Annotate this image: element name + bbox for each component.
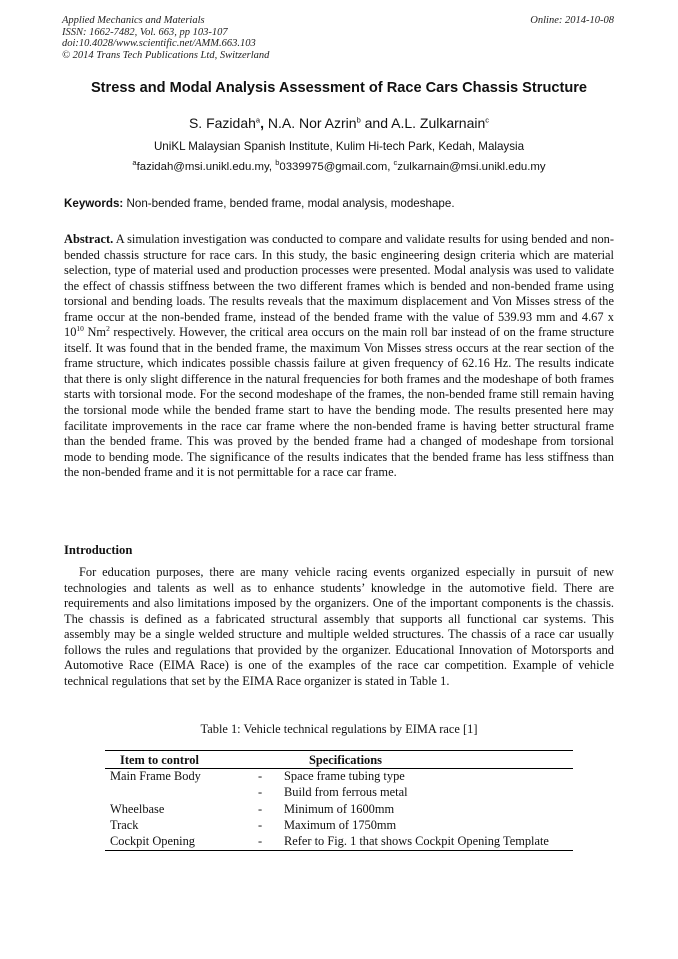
table-cell-item: Wheelbase [110, 801, 165, 816]
email-3[interactable]: zulkarnain@msi.unikl.edu.my [397, 161, 546, 173]
table-cell-dash: - [258, 834, 284, 851]
doi-line[interactable]: doi:10.4028/www.scientific.net/AMM.663.103 [62, 38, 256, 50]
table-cell-item [105, 785, 258, 801]
author-1: S. Fazidah [188, 115, 256, 131]
abstract-text-2: Nm [83, 325, 107, 340]
author-3-sup: c [485, 115, 490, 125]
abstract-label: Abstract. [64, 232, 114, 246]
email-3-sup: c [393, 158, 398, 168]
abstract-text-3: respectively. However, the critical area occurs on the main roll bar instead of on the frame structure itself. It was found that in the bended frame, the maximum Von Misses stress occurs at the rear section of the frame structure, which indicates possible chassis failure at given frequency of 62.16 Hz. The results indicate that there is only slight difference in the natural frequencies for both frames and the modeshape of both frames starts with torsional mode. For the second modeshape of the frames, the non-bended frame still remain having the torsional mode while the bended frame start to have the bending mode. The results presented here may facilitate improvements in the race car frame where the non-bended frame is having better structural frame than the bended frame. This was proved by the bended frame had a changed of modeshape from torsional mode to bending mode. The significance of the results indicates that the bended frame has less stiffness than the non-bended frame and it is not permittable for a race car frame. [64, 325, 615, 480]
table-row [105, 834, 573, 851]
table-row [105, 785, 573, 801]
keywords-text: Non-bended frame, bended frame, modal analysis, modeshape. [126, 197, 455, 210]
email-list: $^a$fazidah@msi.unikl.edu.my, $^b$0339975@gmail.com, $^c$zulkarnain@msi.unikl.edu.my [132, 158, 546, 173]
table-cell-item: Cockpit Opening [105, 834, 258, 851]
author-joiner: and [360, 115, 392, 131]
table-row [105, 769, 573, 786]
table-cell-item: Main Frame Body [110, 769, 201, 783]
author-1-sup: a [255, 115, 261, 125]
abstract-exp-2: 2 [106, 324, 110, 334]
issn-line: ISSN: 1662-7482, Vol. 663, pp 103-107 [62, 26, 228, 38]
abstract-text-1: A simulation investigation was conducted to compare and validate results for using bended and non-bended chassis structure for race cars. In this study, the basic engineering design criteria which are material selection, type of material used and production processes were presented. Modal analysis was used to validate the effect of chassis stiffness between the two different frames which is bended and non-bended frame using torsional and bending loads. The results reveals that the maximum displacement and Von Misses stress of the frame occur at the non-bended frame, instead of the bended frame with the value of 539.93 mm and 4.67 x 10 [64, 232, 614, 340]
paper-title: Stress and Modal Analysis Assessment of Race Cars Chassis Structure [90, 80, 588, 96]
author-2: N.A. Nor Azrin [267, 115, 357, 131]
introduction-heading: Introduction [64, 543, 133, 557]
table-cell-spec: Maximum of 1750mm [284, 817, 397, 832]
table-cell-dash: - [258, 801, 263, 816]
keywords [64, 197, 455, 210]
table-header-row [105, 751, 573, 769]
author-2-sup: b [356, 115, 361, 125]
table-cell-item: Track [110, 817, 139, 832]
abstract [64, 232, 614, 481]
affiliation: UniKL Malaysian Spanish Institute, Kulim Hi-tech Park, Kedah, Malaysia [153, 140, 525, 153]
table-cell-spec: Space frame tubing type [284, 769, 405, 783]
author-list: S. Fazidah$^a$, N.A. Nor Azrin$^b$ and A.L. Zulkarnain$^c$ [188, 115, 490, 131]
table-cell-spec: Build from ferrous metal [284, 785, 408, 800]
keywords-label: Keywords: [64, 197, 124, 210]
copyright-line: © 2014 Trans Tech Publications Ltd, Switzerland [62, 49, 270, 61]
table-row [105, 802, 573, 818]
email-2[interactable]: 0339975@gmail.com [279, 161, 388, 173]
table-cell-dash: - [258, 769, 263, 783]
regulations-table [105, 750, 573, 851]
email-2-sup: b [275, 158, 280, 168]
table-cell-spec: Refer to Fig. 1 that shows Cockpit Opening Template [284, 834, 573, 851]
abstract-exp-1: 10 [76, 324, 84, 334]
email-1[interactable]: fazidah@msi.unikl.edu.my [136, 161, 269, 173]
table-cell-dash: - [258, 817, 263, 832]
table-col-spec: Specifications [284, 751, 573, 769]
journal-header [62, 15, 269, 61]
table-cell-spec: Minimum of 1600mm [284, 801, 395, 816]
table-col-item: Item to control [105, 751, 258, 769]
journal-name: Applied Mechanics and Materials [62, 15, 205, 26]
introduction-text: For education purposes, there are many vehicle racing events organized especially in pursuit of new technologies and talents as well as to enhance students’ knowledge in the automotive field. There are requirements and also limitations imposed by the organizers. One of the important components is the chassis. The chassis is defined as a fabricated structural assembly that supports all functional car systems. This assembly may be a single welded structure and multiple welded structures. The chassis of a race car usually follows the rules and regulations that provided by the organizer. Educational Innovation of Motorsports and Automotive Race (EIMA Race) is one of the examples of the race car competition. Example of vehicle technical regulations that set by the EIMA Race organizer is stated in Table 1. [64, 565, 614, 688]
author-3: A.L. Zulkarnain [391, 115, 486, 131]
table-caption: Table 1: Vehicle technical regulations by EIMA race [1] [200, 722, 478, 736]
table-row [105, 818, 573, 834]
table-cell-dash: - [258, 785, 263, 800]
online-date: Online: 2014-10-08 [530, 15, 614, 26]
email-1-sup: a [132, 158, 137, 168]
